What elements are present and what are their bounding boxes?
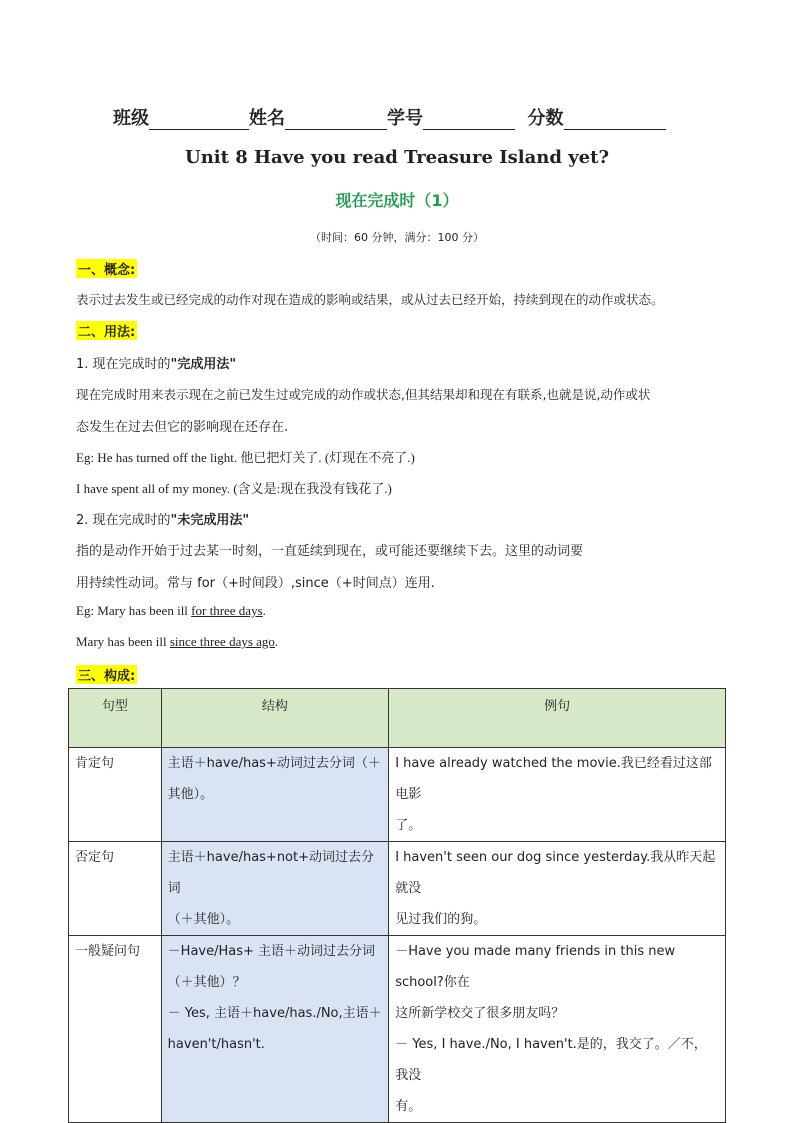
structure-line: 其他）。: [167, 787, 214, 802]
page-title: Unit 8 Have you read Treasure Island yet?: [185, 147, 609, 168]
example-line: －Have you made many friends in this new school?你在: [395, 944, 676, 990]
class-blank[interactable]: [149, 111, 249, 130]
example2-a: [76, 603, 266, 619]
table-row: [69, 748, 726, 842]
class-label: 班级: [113, 108, 149, 129]
page-subtitle: 现在完成时（1）: [335, 191, 459, 210]
usage1-prefix: 1. 现在完成时的: [76, 357, 171, 372]
example1-b-text: I have spent all of my money. (含义是:现在我没有钱花了.): [76, 481, 392, 496]
student-info-line: [113, 104, 693, 130]
header-type: 句型: [69, 689, 162, 748]
usage2-bold: "未完成用法": [170, 513, 250, 528]
example2-b: [76, 634, 278, 650]
usage-heading: 二、用法:: [76, 321, 137, 340]
row-example: [389, 842, 726, 936]
name-blank[interactable]: [285, 111, 387, 130]
usage2-line2: 用持续性动词。常与 for（+时间段）,since（+时间点）连用.: [76, 576, 435, 591]
example1-a-text: Eg: He has turned off the light. 他已把灯关了. (灯现在不亮了.): [76, 450, 415, 465]
structure-line: －Have/Has+ 主语＋动词过去分词: [167, 944, 376, 959]
example-line: I haven't seen our dog since yesterday.我从昨天起就没: [395, 850, 716, 896]
usage2-title: [76, 509, 249, 528]
structure-table: [68, 688, 726, 1123]
row-type: 肯定句: [69, 748, 162, 842]
usage2-prefix: 2. 现在完成时的: [76, 513, 171, 528]
table-row: [69, 936, 726, 1123]
structure-heading: 三、构成:: [76, 665, 137, 684]
row-type: 一般疑问句: [69, 936, 162, 1123]
row-type: 否定句: [69, 842, 162, 936]
concept-heading: 一、概念:: [76, 259, 137, 278]
example1-a: [76, 447, 415, 466]
time-note: （时间：60 分钟，满分：100 分）: [310, 231, 484, 244]
name-label: 姓名: [249, 108, 285, 129]
structure-line: 主语＋have/has+not+动词过去分词: [167, 850, 375, 896]
usage1-line1: 现在完成时用来表示现在之前已发生过或完成的动作或状态,但其结果却和现在有联系,也就是说,动作或状: [76, 387, 651, 402]
example-line: 有。: [395, 1099, 422, 1114]
score-label: 分数: [527, 108, 564, 129]
example2-a-pre: Eg: Mary has been ill: [76, 603, 192, 618]
row-example: [389, 748, 726, 842]
concept-text: 表示过去发生或已经完成的动作对现在造成的影响或结果，或从过去已经开始，持续到现在的动作或状态。: [76, 292, 664, 307]
row-example: [389, 936, 726, 1123]
usage1-bold: "完成用法": [170, 357, 237, 372]
structure-line: haven't/hasn't.: [167, 1037, 265, 1052]
example2-b-underlined: since three days ago: [169, 634, 275, 649]
structure-line: （＋其他）。: [167, 912, 240, 927]
row-structure: [161, 936, 389, 1123]
score-blank[interactable]: [564, 111, 666, 130]
usage1-line2: 态发生在过去但它的影响现在还存在.: [76, 420, 289, 435]
example2-a-underlined: for three days: [191, 603, 263, 618]
usage1-title: [76, 353, 236, 372]
structure-line: （＋其他）？: [167, 975, 246, 990]
example2-b-pre: Mary has been ill: [76, 634, 170, 649]
number-label: 学号: [387, 108, 423, 129]
structure-line: － Yes, 主语＋have/has./No,主语＋: [167, 1006, 382, 1021]
header-example: 例句: [389, 689, 726, 748]
example-line: 见过我们的狗。: [395, 912, 487, 927]
table-header-row: [69, 689, 726, 748]
example-line: 了。: [395, 818, 422, 833]
row-structure: [161, 842, 389, 936]
row-structure: [161, 748, 389, 842]
example2-b-post: .: [274, 634, 279, 649]
example-line: 这所新学校交了很多朋友吗？: [395, 1006, 565, 1021]
number-blank[interactable]: [423, 111, 515, 130]
example-line: I have already watched the movie.我已经看过这部电影: [395, 756, 712, 802]
usage2-line1: 指的是动作开始于过去某一时刻，一直延续到现在，或可能还要继续下去。这里的动词要: [76, 544, 584, 559]
example2-a-post: .: [262, 603, 266, 618]
table-row: [69, 842, 726, 936]
structure-line: 主语＋have/has+动词过去分词（＋: [167, 756, 381, 771]
example-line: － Yes, I have./No, I haven't.是的，我交了。／不，我没: [395, 1037, 707, 1083]
example1-b: [76, 478, 392, 497]
header-structure: 结构: [161, 689, 389, 748]
